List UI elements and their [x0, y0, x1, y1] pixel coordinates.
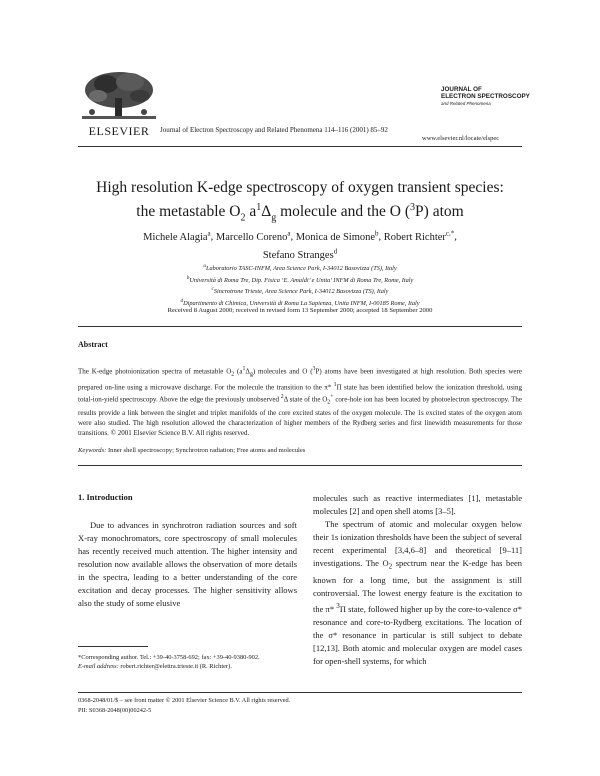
abstract-heading: Abstract — [78, 340, 108, 349]
journal-citation: Journal of Electron Spectroscopy and Related Phenomena 114–116 (2001) 85–92 — [160, 126, 388, 134]
footnote-rule — [78, 646, 148, 647]
author-list: Michele Alagia$^a$, Marcello Coreno$^a$, Monica de Simone$^b$, Robert Richter$^{c,*}$, Stefano Stranges$^d$ — [143, 229, 457, 261]
keywords: Keywords: Inner shell spectroscopy; Synchrotron radiation; Free atoms and molecules — [78, 447, 306, 454]
author[interactable]: Robert Richter$^{c,*}$ — [383, 229, 455, 243]
publisher-name: ELSEVIER — [88, 124, 150, 138]
paragraph: molecules such as reactive intermediates [1], metastable molecules [2] and open shell atoms [3–5]. — [313, 493, 522, 516]
title-line-1: High resolution K-edge spectroscopy of oxygen transient species: — [96, 179, 504, 196]
author[interactable]: Monica de Simone$^b$ — [295, 229, 379, 243]
corresponding-author-note: *Corresponding author. Tel.: +39-40-3758-692; fax: +39-40-9380-902. — [78, 654, 260, 661]
journal-logo — [441, 86, 530, 106]
footnote — [78, 653, 297, 671]
tree-logo-icon — [78, 70, 160, 122]
journal-logo-title-1: JOURNAL OF — [441, 86, 482, 93]
elsevier-logo — [78, 70, 160, 139]
intro-left-column: Due to advances in synchrotron radiation sources and soft X-ray monochromators, core spectroscopy of small molecules has recently received much attention. The higher intensity and resolution now available allows the observation of more details in the spectra, leading to a better understanding of the core excitation and decay processes. The higher sensitivity allows also the study of some elusive — [78, 520, 297, 608]
abstract-divider — [78, 326, 522, 327]
journal-logo-subtitle: and Related Phenomena — [441, 101, 491, 106]
journal-url[interactable]: www.elsevier.nl/locate/elspec — [422, 135, 500, 142]
bottom-rule — [78, 692, 522, 693]
article-title — [78, 178, 522, 228]
title-line-2: the metastable $O_2$ $a^1\Delta_g$ molecule and the O ($^3$P) atom — [136, 202, 464, 224]
journal-logo-title-2: ELECTRON SPECTROSCOPY — [441, 93, 530, 100]
author[interactable]: Michele Alagia$^a$ — [143, 229, 211, 243]
copyright-block — [78, 696, 290, 715]
intro-right-column — [313, 492, 522, 668]
affiliation: $^a$Laboratorio TASC-INFM, Area Science Park, I-34012 Basovizza (TS), Italy — [203, 263, 397, 273]
affiliation: $^d$Dipartimento di Chimica, Università di Roma La Sapienza, Unita INFM, I-00185 Rome, Italy — [180, 297, 420, 307]
author[interactable]: Marcello Coreno$^a$ — [215, 229, 291, 243]
copyright-line: 0368-2048/01/$ – see front matter © 2001 Elsevier Science B.V. All rights reserved. — [78, 697, 291, 704]
author[interactable]: Stefano Stranges$^d$ — [262, 247, 338, 261]
affiliation: $^c$Sincrotrone Trieste, Area Science Park, I-34012 Basovizza (TS), Italy — [211, 286, 389, 296]
email-note: E-mail address: robert.richter@elettra.trieste.it (R. Richter). — [78, 663, 232, 670]
abstract-text: The K-edge photoionization spectra of metastable $O_2$ $(a^1\Delta_g)$ molecules and O ($^3$P) atoms have been investigated at high resolution. Both species were prepared on-line using a microwave discharge. For the molecule the transition to the π* $^1$Π state has been identified below the ionization threshold, using total-ion-yield spectroscopy. Above the edge the previously unobserved $^2$Δ state of the $O_2^+$ core-hole ion has been located by photoelectron spectroscopy. The results provide a link between the singlet and triplet manifolds of the core excited states of the oxygen molecule. The 1s excited states of the oxygen atom were also studied. The high resolution allowed the characterization of higher members of the Rydberg series and first linewidth measurements for those transitions. © 2001 Elsevier Science B.V. All rights reserved. — [78, 366, 523, 437]
keywords-divider — [78, 465, 522, 466]
paragraph: The spectrum of atomic and molecular oxygen below their 1s ionization thresholds have been the subject of several recent experimental [3,4,6–8] and theoretical [9–11] investigations. The $O_2$ spectrum near the K-edge has been known for a long time, but the assignment is still controversial. The lowest energy feature is the excitation to the π* $^3$Π state, followed higher up by the core-to-valence σ* resonance and core-to-Rydberg excitations. The location of the σ* resonance in particular is still subject to debate [12,13]. Both atomic and molecular oxygen are model cases for open-shell systems, for which — [313, 519, 523, 666]
affiliation: $^b$Università di Roma Tre, Dip. Fisica ‘E. Amaldi’ e Unita’ INFM di Roma Tre, Rome, Italy — [186, 274, 414, 284]
pii-line: PII: S0368-2048(00)00242-5 — [78, 706, 152, 714]
header-divider — [78, 146, 522, 147]
affiliations — [78, 262, 522, 308]
section-heading-introduction: 1. Introduction — [78, 492, 133, 502]
received-dates: Received 8 August 2000; received in revised form 13 September 2000; accepted 18 September 2000 — [167, 307, 433, 314]
